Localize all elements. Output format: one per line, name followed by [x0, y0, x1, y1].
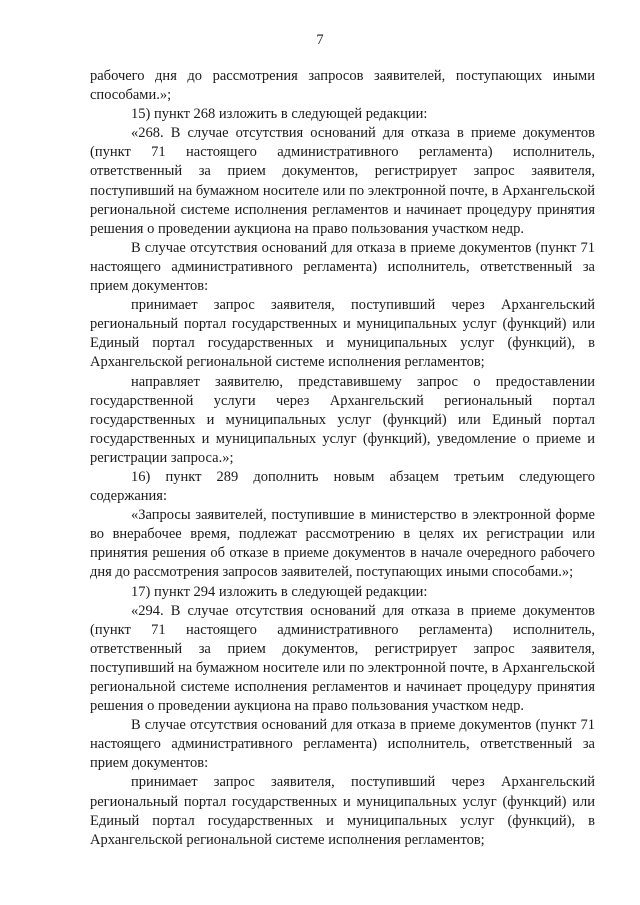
- paragraph-item-15-heading: 15) пункт 268 изложить в следующей редакции:: [131, 106, 428, 123]
- paragraph-clause-294-no-grounds: В случае отсутствия оснований для отказа в приеме документов (пункт 71 настоящего административного регламента) исполнитель, ответственный за прием документов:: [90, 717, 595, 772]
- paragraph-clause-289-addition: «Запросы заявителей, поступившие в министерство в электронной форме во внерабочее время, подлежат рассмотрению в целях их регистрации или принятия решения об отказе в приеме документов в начале очередного рабочего дня до рассмотрения запросов заявителей, поступающих иными способами.»;: [90, 507, 595, 581]
- paragraph-clause-268: «268. В случае отсутствия оснований для отказа в приеме документов (пункт 71 настоящего административного регламента) исполнитель, ответственный за прием документов, регистрирует запрос заявителя, поступивший на бумажном носителе или по электронной почте, в Архангельской региональной системе исполнения регламентов и начинает процедуру принятия решения о проведении аукциона на право пользования участком недр.: [90, 125, 595, 237]
- paragraph-clause-294-accepts: принимает запрос заявителя, поступивший через Архангельский региональный портал государственных и муниципальных услуг (функций) или Единый портал государственных и муниципальных услуг (функций), в Архангельской региональной системе исполнения регламентов;: [90, 774, 595, 848]
- paragraph-clause-268-notifies: направляет заявителю, представившему запрос о предоставлении государственной услуги через Архангельский региональный портал государственных и муниципальных услуг (функций) или Единый портал государственных и муниципальных услуг (функций), уведомление о приеме и регистрации запроса.»;: [90, 373, 595, 466]
- paragraph-clause-268-no-grounds: В случае отсутствия оснований для отказа в приеме документов (пункт 71 настоящего административного регламента) исполнитель, ответственный за прием документов:: [90, 239, 595, 295]
- document-body: [90, 67, 595, 850]
- page-number: 7: [316, 32, 324, 48]
- paragraph-item-16-heading: 16) пункт 289 дополнить новым абзацем третьим следующего содержания:: [90, 468, 595, 505]
- paragraph-continuation: рабочего дня до рассмотрения запросов заявителей, поступающих иными способами.»;: [90, 68, 595, 104]
- paragraph-clause-268-accepts: принимает запрос заявителя, поступивший через Архангельский региональный портал государственных и муниципальных услуг (функций) или Единый портал государственных и муниципальных услуг (функций), в Архангельской региональной системе исполнения регламентов;: [90, 297, 595, 371]
- paragraph-item-17-heading: 17) пункт 294 изложить в следующей редакции:: [131, 583, 428, 600]
- paragraph-clause-294: «294. В случае отсутствия оснований для отказа в приеме документов (пункт 71 настоящего административного регламента) исполнитель, ответственный за прием документов, регистрирует запрос заявителя, поступивший на бумажном носителе или по электронной почте, в Архангельской региональной системе исполнения регламентов и начинает процедуру принятия решения о проведении аукциона на право пользования участком недр.: [90, 602, 595, 715]
